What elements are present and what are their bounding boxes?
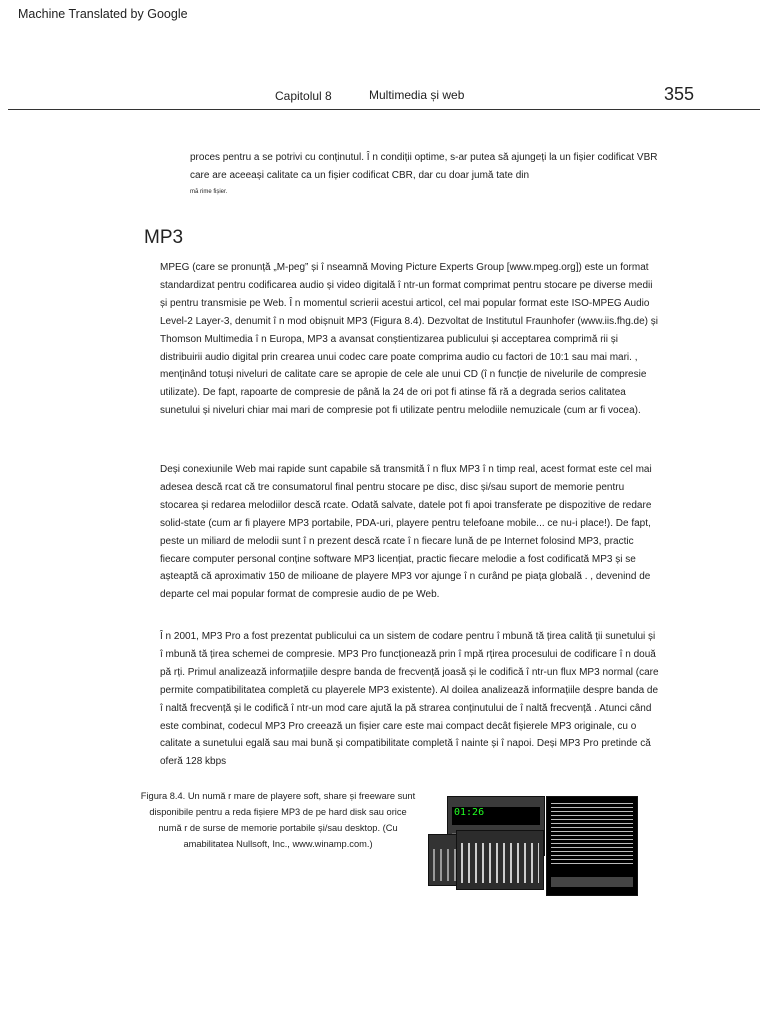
section-title: Multimedia și web xyxy=(369,88,465,102)
winamp-equalizer-window-2 xyxy=(456,830,544,890)
winamp-time: 01:26 xyxy=(454,807,485,818)
playlist-controls xyxy=(551,877,633,887)
figure-caption: Figura 8.4. Un numă r mare de playere soft, share și freeware sunt disponibile pentru a reda fișiere MP3 de pe hard disk sau orice numă r de surse de memorie portabile și/sau desktop. (Cu amabilitatea Nullsoft, Inc., www.winamp.com.) xyxy=(140,791,416,849)
intro-paragraph xyxy=(190,149,660,199)
intro-small-text: mă rime fișier. xyxy=(190,189,228,195)
header-rule xyxy=(8,109,760,110)
paragraph-1: MPEG (care se pronunță „M-peg” și î nseamnă Moving Picture Experts Group [www.mpeg.org]) este un format standardizat pentru codificarea audio și video digitală î ntr-un format comprimat pentru stocare pe diverse medii și pentru transmisie pe Web. Î n momentul scrierii acestui articol, cel mai popular format este ISO-MPEG Audio Level-2 Layer-3, denumit î n mod obișnuit MP3 (Figura 8.4). Dezvoltat de Institutul Fraunhofer (www.iis.fhg.de) și Thomson Multimedia î n Europa, MP3 a avansat conștientizarea publicului și acceptarea comprimă rii și distribuirii audio digital prin crearea unui codec care poate comprima audio cu factori de 10:1 sau mai mari. , menținând totuși niveluri de calitate care se apropie de cele ale unui CD (î n funcție de nivelurile de compresie utilizate). De fapt, rapoarte de compresie de până la 24 de ori pot fi atinse fă ră a degrada serios calitatea sunetului și niveluri chiar mai mari de compresie pot fi utilizate pentru melodiile nemuzicale (cum ar fi vocea). xyxy=(160,262,659,417)
paragraph-2: Deși conexiunile Web mai rapide sunt capabile să transmită î n flux MP3 î n timp real, acest format este cel mai adesea descă rcat că tre consumatorul final pentru stocare pe disc, disc și/sau suport de memorie pentru stocarea și redarea melodiilor descă rcate. Odată salvate, datele pot fi apoi transferate pe dispozitive de redare solid-state (cum ar fi playere MP3 portabile, PDA-uri, playere pentru telefoane mobile... ce nu-i place!). De fapt, peste un miliard de melodii sunt î n prezent descă rcate î n fiecare lună de pe Internet folosind MP3, practic fiecare computer personal conține software MP3 licențiat, practic fiecare melodie a fost codificată MP3 și se așteaptă că aproximativ 150 de milioane de playere MP3 vor ajunge î n curând pe piața globală . , devenind de departe cel mai popular format de compresie audio de pe Web. xyxy=(160,464,652,601)
intro-text: proces pentru a se potrivi cu conținutul. Î n condiții optime, s-ar putea să ajungeți la un fișier codificat VBR care are aceeași calitate ca un fișier codificat CBR, dar cu doar jumă tate din xyxy=(190,152,658,181)
section-heading: MP3 xyxy=(144,227,184,248)
eq-sliders-2 xyxy=(461,843,539,883)
machine-translation-banner: Machine Translated by Google xyxy=(18,7,188,21)
page-number: 355 xyxy=(664,84,695,104)
winamp-playlist-window xyxy=(546,796,638,896)
paragraph-3: Î n 2001, MP3 Pro a fost prezentat publicului ca un sistem de codare pentru î mbună tă țirea calită ții sunetului și î mbună tă țirea schemei de compresie. MP3 Pro funcționează prin î mpă rțirea procesului de codificare î n două pă rți. Primul analizează informațiile despre banda de frecvență joasă și le codifică î ntr-un flux MP3 normal (care permite compatibilitatea completă cu playerele MP3 existente). Al doilea analizează informațiile despre banda de î naltă frecvență și le codifică î ntr-un mod care ajută la pă strarea conținutului de î naltă frecvență . Atunci când este combinat, codecul MP3 Pro creează un fișier care este mai compact decât fișierele MP3 originale, cu o calitate a sunetului egală sau mai bună și compatibilitate completă î nainte și î napoi. Deși MP3 Pro pretinde că oferă 128 kbps xyxy=(160,631,659,768)
chapter-label: Capitolul 8 xyxy=(275,89,332,103)
playlist-lines xyxy=(551,803,633,867)
